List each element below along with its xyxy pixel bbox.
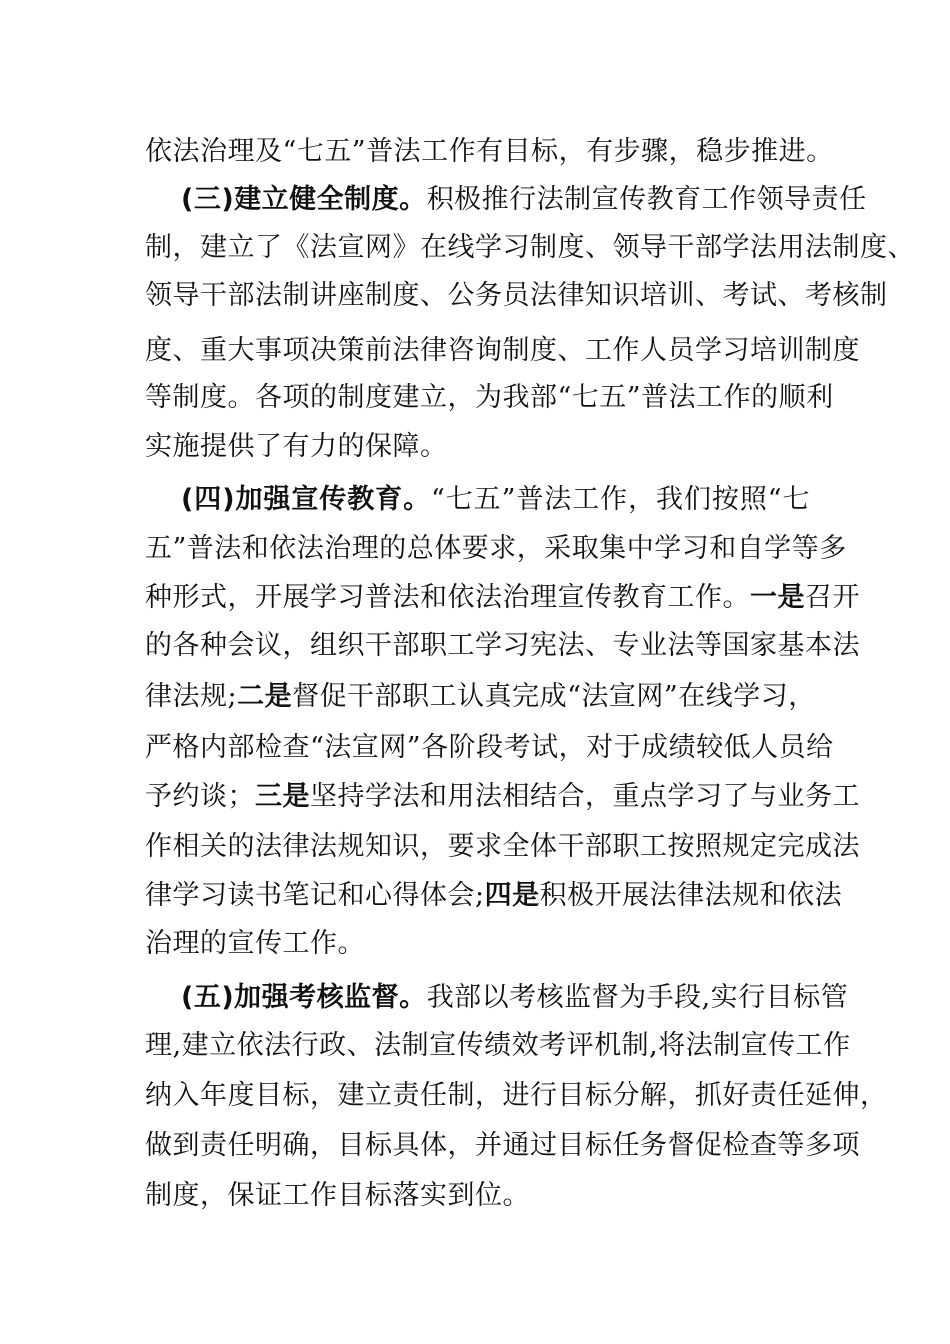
paragraph-line (145, 574, 860, 622)
text-run: 督促干部职工认真完成“法宣网”在线学习， (292, 681, 816, 712)
paragraph-line (145, 423, 810, 471)
paragraph-line (145, 327, 860, 375)
text-run: 做到责任明确，目标具体，并通过目标任务督促检查等多项 (145, 1130, 860, 1161)
paragraph-line (145, 525, 847, 573)
section-3-heading: (三)建立健全制度。 (181, 184, 427, 215)
text-run: 制，建立了《法宣网》在线学习制度、领导干部学法用法制度、 (145, 232, 915, 263)
section-5-first-line (181, 974, 849, 1022)
text-run: 予约谈； (145, 781, 255, 812)
section-3-first-line (181, 176, 867, 224)
paragraph-line (145, 622, 860, 670)
paragraph-line (145, 1122, 860, 1170)
text-run: 律法规; (145, 681, 238, 712)
text-run: 治理的宣传工作。 (145, 928, 365, 959)
paragraph-line (145, 673, 816, 721)
section-4-heading: (四)加强宣传教育。 (181, 484, 432, 515)
section-5-heading: (五)加强考核监督。 (181, 982, 427, 1013)
text-run: 依法治理及“七五”普法工作有目标，有步骤，稳步推进。 (145, 136, 834, 167)
section-4-first-line (181, 476, 810, 524)
text-run: 五”普法和依法治理的总体要求，采取集中学习和自学等多 (145, 533, 847, 564)
text-run: 坚持学法和用法相结合，重点学习了与业务工 (310, 781, 860, 812)
text-run: 的各种会议，组织干部职工学习宪法、专业法等国家基本法 (145, 630, 860, 661)
paragraph-line (145, 920, 810, 968)
paragraph-line (145, 1072, 888, 1120)
text-run: 等制度。各项的制度建立，为我部“七五”普法工作的顺利 (145, 382, 834, 413)
text-run: 制度，保证工作目标落实到位。 (145, 1180, 530, 1211)
text-run: 严格内部检查“法宣网”各阶段考试，对于成绩较低人员给 (145, 732, 834, 763)
text-run: 作相关的法律法规知识，要求全体干部职工按照规定完成法 (145, 831, 860, 862)
bold-marker: 三是 (255, 781, 310, 812)
bold-marker: 四是 (484, 880, 540, 911)
bold-marker: 二是 (237, 681, 293, 712)
bold-marker: 一是 (750, 582, 805, 613)
paragraph-line (145, 773, 860, 821)
paragraph-line (145, 823, 860, 871)
paragraph-line (145, 374, 834, 422)
paragraph-line (145, 1022, 851, 1070)
text-run: 积极推行法制宣传教育工作领导责任 (426, 184, 867, 215)
text-run: 领导干部法制讲座制度、公务员法律知识培训、考试、考核制 (145, 280, 888, 311)
paragraph-line (145, 724, 834, 772)
text-run: 实施提供了有力的保障。 (145, 431, 448, 462)
text-run: 度、重大事项决策前法律咨询制度、工作人员学习培训制度 (145, 335, 860, 366)
text-run: 理,建立依法行政、法制宣传绩效考评机制,将法制宣传工作 (145, 1030, 851, 1061)
text-run: “七五”普法工作，我们按照“七 (431, 484, 810, 515)
paragraph-line (145, 224, 915, 272)
paragraph-line (145, 128, 834, 176)
text-run: 律学习读书笔记和心得体会; (145, 880, 485, 911)
paragraph-line (145, 1172, 810, 1220)
text-run: 积极开展法律法规和依法 (539, 880, 843, 911)
text-run: 纳入年度目标，建立责任制，进行目标分解，抓好责任延伸， (145, 1080, 888, 1111)
paragraph-line (145, 272, 888, 320)
paragraph-line (145, 872, 843, 920)
text-run: 召开 (805, 582, 860, 613)
text-run: 我部以考核监督为手段,实行目标管 (426, 982, 849, 1013)
text-run: 种形式，开展学习普法和依法治理宣传教育工作。 (145, 582, 750, 613)
